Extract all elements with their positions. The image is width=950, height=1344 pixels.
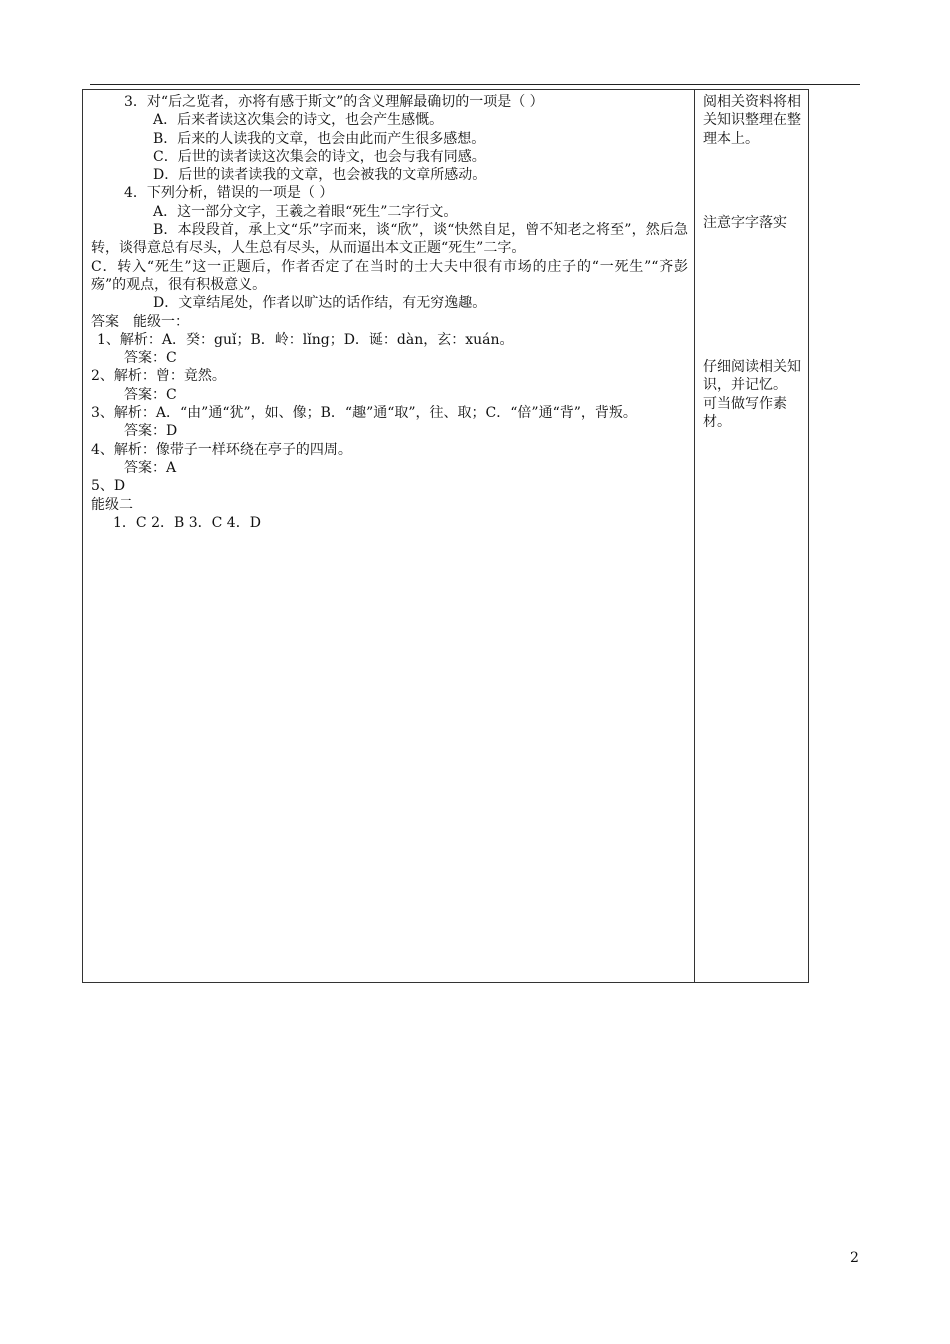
answers-heading: 答案 能级一： [91,313,189,330]
q4-option-b: B．本段段首，承上文“乐”字而来，谈“欣”，谈“快然自足，曾不知老之将至”，然后急转，谈得意总有尽头，人生总有尽头，从而逼出本文正题“死生”二字。 [91,222,688,257]
main-content-column [91,93,688,532]
q3-option-a: A．后来者读这次集会的诗文，也会产生感慨。 [153,112,444,129]
side-note-2-text: 注意字字落实 [703,215,787,231]
q3-option-c: C．后世的读者读这次集会的诗文，也会与我有同感。 [153,148,486,165]
q4-option-a: A．这一部分文字，王羲之着眼“死生”二字行文。 [153,203,458,220]
answer-1-explanation: 1、解析：A．癸：guǐ；B．岭：lǐng；D．诞：dàn，玄：xuán。 [97,331,514,348]
column-divider [694,90,695,982]
answer-2-explanation: 2、解析：曾：竟然。 [91,368,226,385]
page-number: 2 [850,1250,859,1266]
side-note-1-text: 阅相关资料将相关知识整理在整理本上。 [703,94,801,147]
q4-stem: 4．下列分析，错误的一项是（ ） [124,185,334,202]
answer-3-explanation: 3、解析：A．“由”通“犹”，如、像；B．“趣”通“取”，往、取；C．“倍”通“背”，背叛。 [91,405,637,422]
answer-2: 答案：C [124,386,177,403]
answer-4-explanation: 4、解析：像带子一样环绕在亭子的四周。 [91,441,352,458]
level-2-answers: 1．C 2．B 3．C 4．D [113,514,261,531]
side-note-1 [703,93,803,148]
q4-option-c: C．转入“死生”这一正题后，作者否定了在当时的士大夫中很有市场的庄子的“一死生”“齐彭殇”的观点，很有积极意义。 [91,258,688,293]
header-rule [90,84,860,85]
side-note-3-text: 仔细阅读相关知识，并记忆。 [703,359,801,394]
q3-option-b: B．后来的人读我的文章，也会由此而产生很多感想。 [153,130,486,147]
side-note-3 [703,358,803,431]
q3-stem: 3．对“后之览者，亦将有感于斯文”的含义理解最确切的一项是（ ） [124,94,544,110]
q3-option-d: D．后世的读者读我的文章，也会被我的文章所感动。 [153,167,487,184]
answer-5: 5、D [91,478,126,495]
answer-3: 答案：D [124,423,178,440]
side-note-4-text: 可当做写作素材。 [703,395,787,430]
answer-4: 答案：A [124,459,177,476]
worksheet-table [82,89,809,983]
q4-option-d: D．文章结尾处，作者以旷达的话作结，有无穷逸趣。 [153,295,487,312]
level-2-heading: 能级二 [91,496,133,513]
side-note-2 [703,214,803,232]
answer-1: 答案：C [124,350,177,367]
